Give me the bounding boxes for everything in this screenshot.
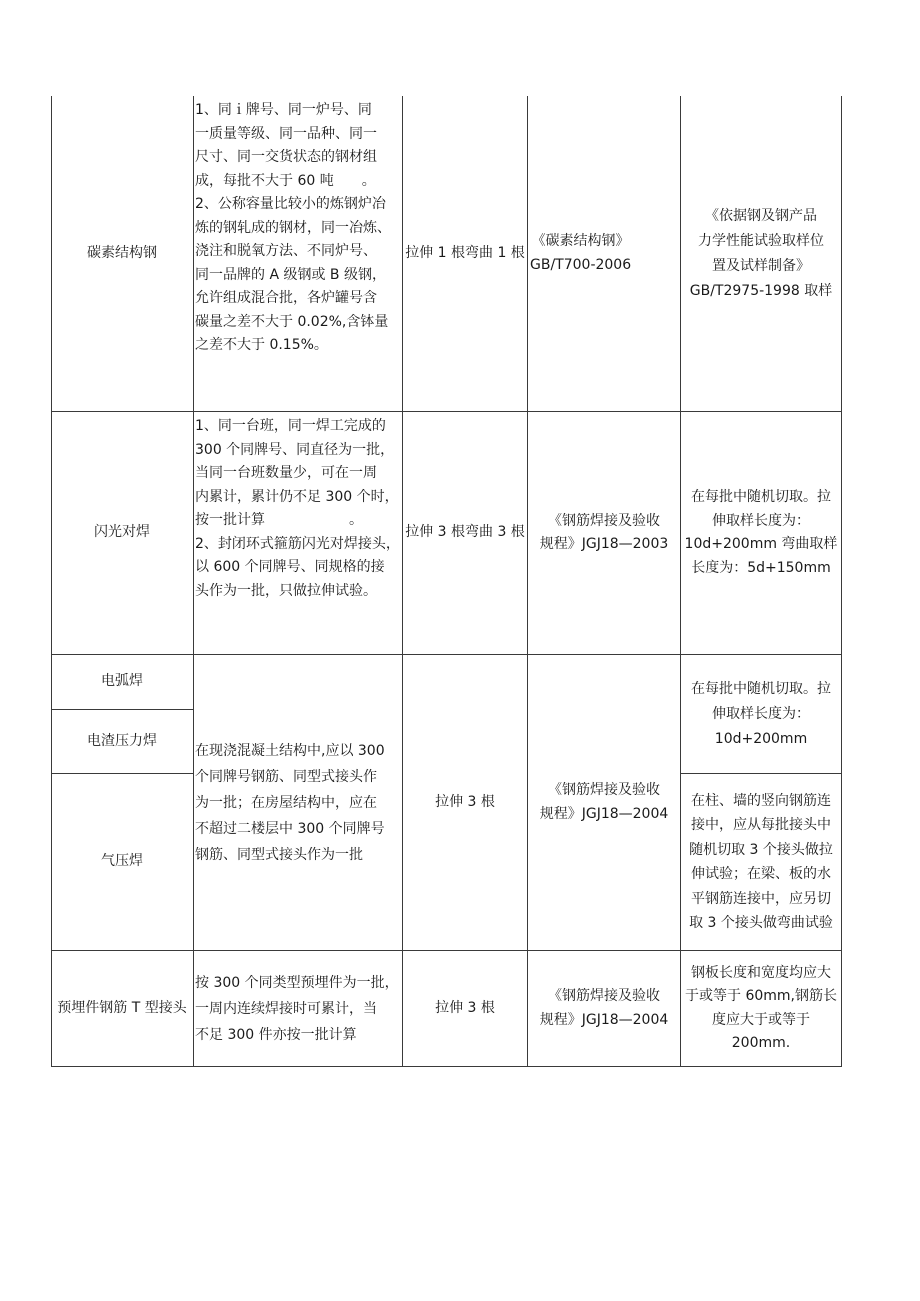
test-text: 拉伸 3 根 [435,793,495,810]
test-text: 拉伸 3 根 [435,999,495,1016]
standard-text: 《钢筋焊接及验收 规程》JGJ18—2004 [539,988,669,1028]
batch-text: 按 300 个同类型预埋件为一批， 一周内连续焊接时可累计，当 不足 300 件亦按一批计算 [195,974,399,1043]
test-text: 拉伸 1 根弯曲 1 根 [405,244,525,261]
sampling-text: 在每批中随机切取。拉 伸取样长度为： 10d+200mm [691,680,831,747]
type-label: 电弧焊 [101,673,143,690]
row-batch [195,655,402,950]
type-label: 碳素结构钢 [87,244,157,261]
batch-text: 1、同一台班，同一焊工完成的 300 个同牌号、同直径为一批， 当同一台班数量少，可在一周 内累计，累计仍不足 300 个时， 按一批计算 。 2、封闭环式箍筋闪光对焊接头， 以 600 个同牌号、同规格的接 头作为一批，只做拉伸试验。 [195,418,400,599]
row-standard [530,96,680,411]
standard-text: 《钢筋焊接及验收 规程》JGJ18—2003 [539,512,669,552]
table-rule [841,96,842,1067]
table-rule [193,96,194,1067]
row-standard [528,951,680,1066]
row-batch [195,99,402,411]
row-test [403,655,527,950]
row-test [403,96,527,411]
row-type [51,710,193,773]
row-type [51,655,193,709]
row-test [403,951,527,1066]
row-sampling [681,655,841,773]
row-type [51,951,193,1066]
row-type [51,412,193,654]
test-text: 拉伸 3 根弯曲 3 根 [405,524,525,541]
batch-text: 1、同ｉ牌号、同一炉号、同 一质量等级、同一品种、同一 尺寸、同一交货状态的钢材组 成，每批不大于 60 吨 。 2、公称容量比较小的炼钢炉冶 炼的钢轧成的钢材，同一冶炼、 浇注和脱氧方法、不同炉号、 同一品牌的 A 级钢或 B 级钢， 允许组成混合批，各炉罐号含 碳量之差不大于 0.02%,含钵量 之差不大于 0.15%。 [195,102,391,353]
sampling-text: 《依据钢及钢产品 力学性能试验取样位 置及试样制备》 GB/T2975-1998 取样 [689,207,833,299]
type-label: 气压焊 [101,853,143,870]
row-batch [195,415,402,654]
row-sampling [681,412,841,654]
row-standard [528,655,680,950]
batch-text: 在现浇混凝土结构中,应以 300 个同牌号钢筋、同型式接头作 为一批；在房屋结构中，应在 不超过二楼层中 300 个同牌号 钢筋、同型式接头作为一批 [195,742,385,863]
row-test [403,412,527,654]
type-label: 电渣压力焊 [87,732,157,749]
row-standard [528,412,680,654]
standard-text: 《碳素结构钢》 GB/T700-2006 [530,233,632,273]
row-type [51,774,193,950]
row-type [51,96,193,411]
sampling-text: 在柱、墙的竖向钢筋连 接中，应从每批接头中 随机切取 3 个接头做拉 伸试验；在梁、板的水 平钢筋连接中，应另切 取 3 个接头做弯曲试验 [689,792,833,931]
sampling-text: 在每批中随机切取。拉 伸取样长度为： 10d+200mm 弯曲取样 长度为：5d+150mm [684,489,838,576]
table-rule [51,1066,842,1067]
type-label: 闪光对焊 [94,524,150,541]
standard-text: 《钢筋焊接及验收 规程》JGJ18—2004 [539,782,669,822]
row-sampling [681,951,841,1066]
sampling-text: 钢板长度和宽度均应大 于或等于 60mm,钢筋长 度应大于或等于 200mm. [685,964,837,1051]
row-batch [195,951,402,1066]
type-label: 预埋件钢筋 T 型接头 [57,999,187,1016]
row-sampling [681,96,841,411]
row-sampling [681,774,841,950]
